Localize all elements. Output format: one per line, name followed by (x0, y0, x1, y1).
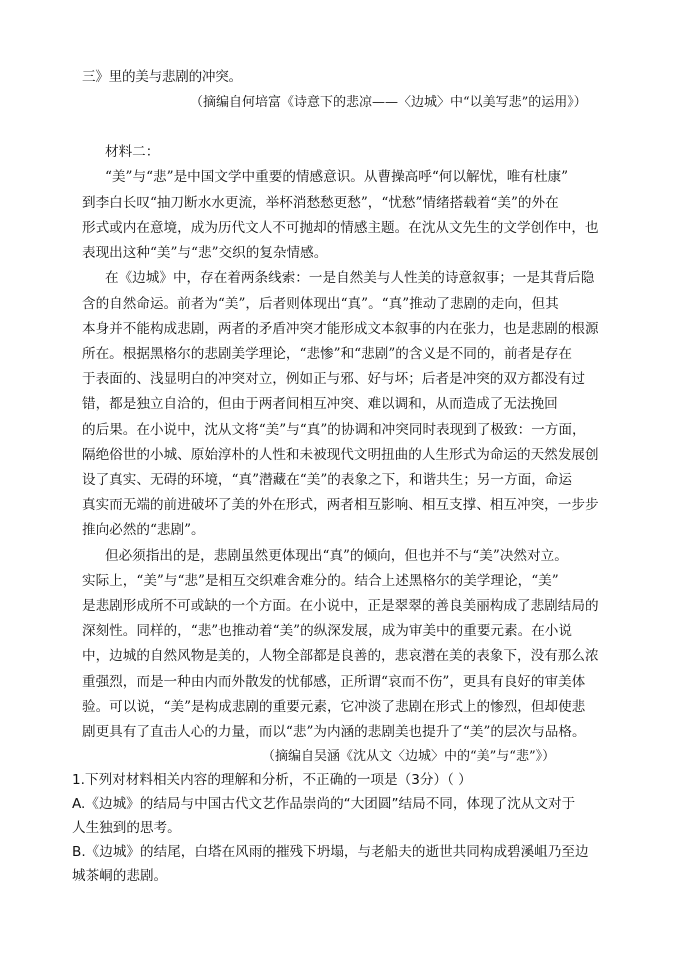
option-a-line: 人生独到的思考。 (72, 820, 181, 836)
paragraph-line: 到李白长叹“抽刀断水水更流，举杯消愁愁更愁”，“忧愁”情绪搭载着“美”的外在 (82, 195, 559, 211)
paragraph-line: 深刻性。同样的，“悲”也推动着“美”的纵深发展，成为审美中的重要元素。在小说 (82, 623, 572, 639)
paragraph-line: 中，边城的自然风物是美的，人物全部都是良善的，悲哀潜在美的表象下，没有那么浓 (82, 648, 599, 664)
source-citation: （摘编自何培富《诗意下的悲凉——〈边城〉中“以美写悲”的运用》） (190, 95, 587, 110)
option-b-line: B.《边城》的结尾，白塔在风雨的摧残下坍塌，与老船夫的逝世共同构成碧溪岨乃至边 (72, 844, 589, 860)
paragraph-line: 剧更具有了直击人心的力量，而以“悲”为内涵的悲剧美也提升了“美”的层次与品格。 (82, 724, 586, 740)
source-citation: （摘编自吴涵《沈从文〈边城〉中的“美”与“悲”》） (262, 749, 556, 764)
paragraph-line: 的后果。在小说中，沈从文将“美”与“真”的协调和冲突同时表现到了极致：一方面， (82, 422, 586, 438)
paragraph-line: 实际上，“美”与“悲”是相互交织难舍难分的。结合上述黑格尔的美学理论，“美” (82, 573, 559, 589)
paragraph-line: 含的自然命运。前者为“美”，后者则体现出“真”。“真”推动了悲剧的走向，但其 (82, 296, 559, 312)
paragraph-line: 设了真实、无碍的环境，“真”潜藏在“美”的表象之下，和谐共生；另一方面，命运 (82, 472, 572, 488)
paragraph-line: 是悲剧形成所不可或缺的一个方面。在小说中，正是翠翠的善良美丽构成了悲剧结局的 (82, 598, 599, 614)
paragraph-line: 重强烈，而是一种由内而外散发的忧郁感，正所谓“哀而不伤”，更具有良好的审美体 (82, 674, 586, 690)
text-line: 三》里的美与悲剧的冲突。 (82, 69, 242, 85)
paragraph-line: 隔绝俗世的小城、原始淳朴的人性和未被现代文明扭曲的人生形式为命运的天然发展创 (82, 447, 599, 463)
paragraph-line: 形式或内在意境，成为历代文人不可抛却的情感主题。在沈从文先生的文学创作中，也 (82, 220, 599, 236)
paragraph-line: 推向必然的“悲剧”。 (82, 522, 205, 538)
section-heading: 材料二： (105, 144, 160, 160)
paragraph-line: 错，都是独立自洽的，但由于两者间相互冲突、难以调和，从而造成了无法挽回 (82, 396, 558, 412)
paragraph-line: 所在。根据黑格尔的悲剧美学理论，“悲惨”和“悲剧”的含义是不同的，前者是存在 (82, 346, 572, 362)
option-b-line: 城茶峒的悲剧。 (72, 868, 168, 884)
paragraph-line: 于表面的、浅显明白的冲突对立，例如正与邪、好与坏；后者是冲突的双方都没有过 (82, 371, 585, 387)
paragraph-line: “美”与“悲”是中国文学中重要的情感意识。从曹操高呼“何以解忧，唯有杜康” (105, 169, 569, 185)
option-a-line: A.《边城》的结局与中国古代文艺作品崇尚的“大团圆”结局不同，体现了沈从文对于 (72, 796, 576, 812)
paragraph-line: 真实而无端的前进破坏了美的外在形式，两者相互影响、相互支撑、相互冲突，一步步 (82, 497, 599, 513)
question-stem: 1.下列对材料相关内容的理解和分析，不正确的一项是（3分）（ ） (72, 772, 472, 788)
paragraph-line: 但必须指出的是，悲剧虽然更体现出“真”的倾向，但也并不与“美”决然对立。 (105, 548, 568, 564)
paragraph-line: 表现出这种“美”与“悲”交织的复杂情感。 (82, 245, 328, 261)
paragraph-line: 本身并不能构成悲剧，两者的矛盾冲突才能形成文本叙事的内在张力，也是悲剧的根源 (82, 321, 599, 337)
paragraph-line: 验。可以说，“美”是构成悲剧的重要元素，它冲淡了悲剧在形式上的惨烈，但却使悲 (82, 699, 586, 715)
paragraph-line: 在《边城》中，存在着两条线索：一是自然美与人性美的诗意叙事；一是其背后隐 (105, 270, 595, 286)
